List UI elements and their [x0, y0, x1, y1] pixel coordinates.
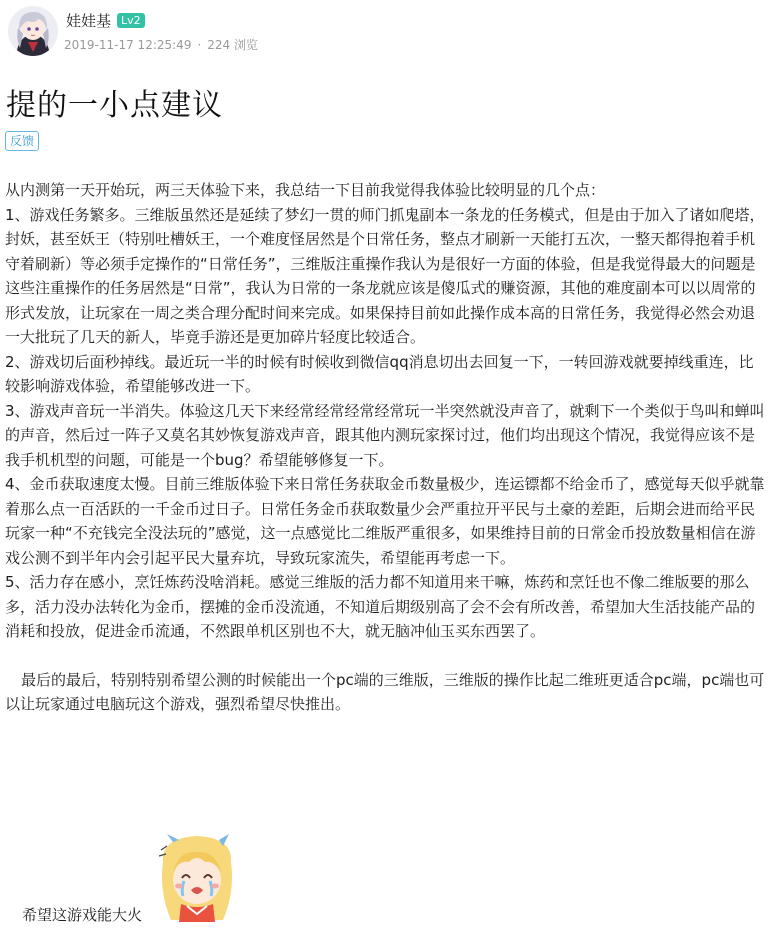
paragraph-point-3: 3、游戏声音玩一半消失。体验这几天下来经常经常经常经常玩一半突然就没声音了，就剩下一个类似于鸟叫和蝉叫的声音，然后过一阵子又莫名其妙恢复游戏声音，跟其他内测玩家探讨过，他们均出现这个情况，我觉得应该不是我手机机型的问题，可能是一个bug？希望能够修复一下。: [5, 401, 765, 469]
meta-separator: ·: [197, 38, 202, 52]
paragraph-point-5: 5、活力存在感小，烹饪炼药没啥消耗。感觉三维版的活力都不知道用来干嘛，炼药和烹饪也不像二维版要的那么多，活力没办法转化为金币，摆摊的金币没流通，不知道后期级别高了会不会有所改善，希望加大生活技能产品的消耗和投放，促进金币流通，不然跟单机区别也不大，就无脑冲仙玉买东西罢了。: [5, 573, 756, 640]
level-badge: Lv2: [117, 13, 145, 28]
paragraph-point-1: 1、游戏任务繁多。三维版虽然还是延续了梦幻一贯的师门抓鬼副本一条龙的任务模式，但是由于加入了诸如爬塔，封妖，甚至妖王（特别吐槽妖王，一个难度怪居然是个日常任务，整点才刷新一天能打五次，一整天都得抱着手机守着刷新）等必须手定操作的“日常任务”，三维版注重操作我认为是很好一方面的体验，但是我觉得最大的问题是这些注重操作的任务居然是“日常”，我认为日常的一条龙就应该是傻瓜式的赚资源，其他的难度副本可以以周常的形式发放，让玩家在一周之类合理分配时间来完成。如果保持目前如此操作成本高的日常任务，我觉得必然会劝退一大批玩了几天的新人，毕竟手游还是更加碎片轻度比较适合。: [5, 205, 765, 346]
view-count: 224 浏览: [207, 38, 259, 52]
crying-blonde-girl-sticker-icon: [157, 832, 237, 926]
tag-feedback[interactable]: 反馈: [5, 131, 39, 151]
post-header: [8, 6, 748, 58]
post-content: [5, 178, 767, 717]
post-meta: [64, 36, 258, 53]
anime-girl-avatar-icon[interactable]: [8, 6, 58, 56]
username[interactable]: [66, 10, 145, 31]
paragraph-point-4: 4、金币获取速度太慢。目前三维版体验下来日常任务获取金币数量极少，连运镖都不给金币了，感觉每天似乎就靠着那么点一百活跃的一千金币过日子。日常任务金币获取数量少会严重拉开平民与土豪的差距，后期会进而给平民玩家一种“不充钱完全没法玩的”感觉，这一点感觉比二维版严重很多，如果维持目前的日常金币投放数量相信在游戏公测不到半年内会引起平民大量弃坑，导致玩家流失，希望能再考虑一下。: [5, 475, 765, 567]
username-text[interactable]: 娃娃基: [66, 12, 112, 30]
post-datetime: 2019-11-17 12:25:49: [64, 38, 192, 52]
paragraph-point-2: 2、游戏切后面秒掉线。最近玩一半的时候有时候收到微信qq消息切出去回复一下，一转回游戏就要掉线重连，比较影响游戏体验，希望能够改进一下。: [5, 352, 754, 395]
paragraph-intro: 从内测第一天开始玩，两三天体验下来，我总结一下目前我觉得我体验比较明显的几个点：: [5, 181, 606, 199]
sign-off-text: 希望这游戏能大火: [22, 906, 143, 924]
post-title: 提的一小点建议: [6, 88, 223, 123]
paragraph-closing: 最后的最后，特别特别希望公测的时候能出一个pc端的三维版，三维版的操作比起二维班更适合pc端，pc端也可以让玩家通过电脑玩这个游戏，强烈希望尽快推出。: [5, 670, 765, 713]
